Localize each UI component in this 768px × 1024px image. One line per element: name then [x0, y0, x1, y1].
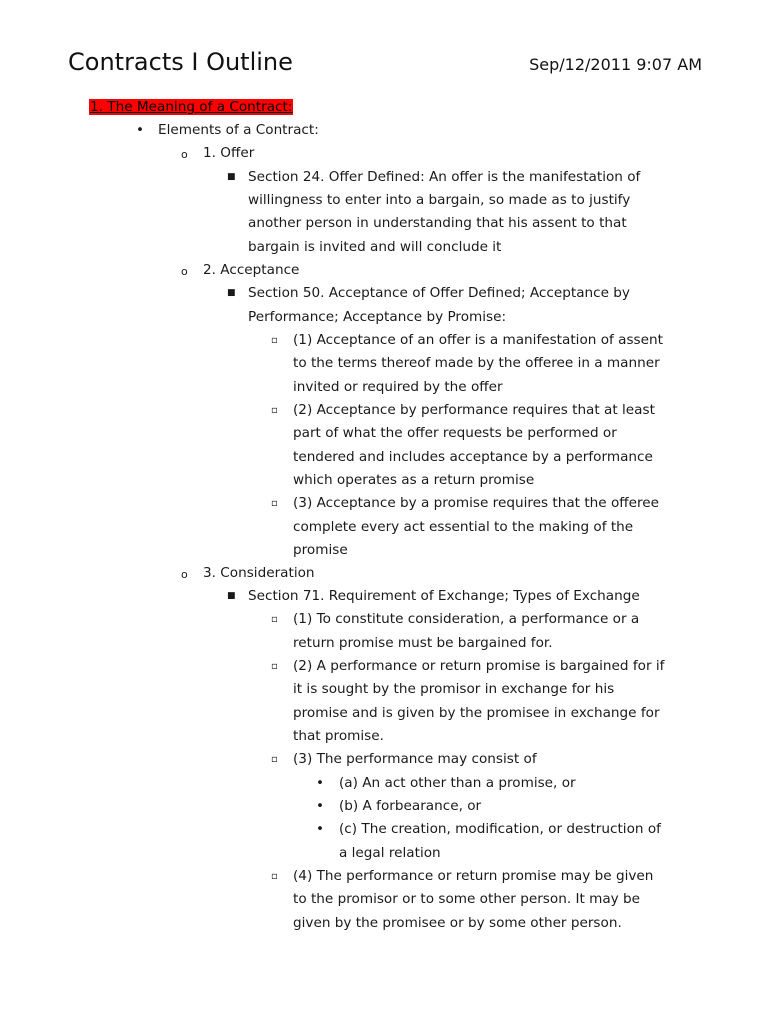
s50-p1-line: (1) Acceptance of an offer is a manifestation of assent — [293, 332, 663, 348]
s50-p1-line: invited or required by the offer — [293, 379, 503, 395]
s71-p4-line: to the promisor or to some other person. It may be — [293, 891, 641, 907]
s50-line: Section 50. Acceptance of Offer Defined; Acceptance by — [248, 285, 630, 301]
section-heading-text: 1. The Meaning of a Contract: — [90, 99, 293, 115]
s71-p2-line: (2) A performance or return promise is bargained for if — [293, 658, 665, 674]
bullet-hollow-square-icon: ▫ — [271, 498, 278, 509]
s71-p3-line: (3) The performance may consist of — [293, 751, 537, 767]
bullet-disc-icon: • — [316, 775, 325, 791]
s50-p1-line: to the terms thereof made by the offeree in a manner — [293, 355, 660, 371]
s71-p3-item: (c) The creation, modification, or destruction of — [339, 821, 661, 837]
s50-line: Performance; Acceptance by Promise: — [248, 309, 507, 325]
section-heading — [89, 96, 293, 119]
bullet-square-icon: ■ — [227, 591, 236, 601]
elements-label: Elements of a Contract: — [158, 122, 319, 138]
bullet-hollow-square-icon: ▫ — [271, 614, 278, 625]
s50-p2-line: (2) Acceptance by performance requires that at least — [293, 402, 655, 418]
document-datetime: Sep/12/2011 9:07 AM — [529, 55, 702, 74]
s24-line: bargain is invited and will conclude it — [248, 239, 502, 255]
s71-p3-item: (b) A forbearance, or — [339, 798, 482, 814]
document-header — [68, 48, 702, 80]
acceptance-label: 2. Acceptance — [203, 262, 300, 278]
s71-p2-line: promise and is given by the promisee in exchange for — [293, 705, 660, 721]
s24-line: another person in understanding that his assent to that — [248, 215, 627, 231]
bullet-disc-icon: • — [316, 821, 325, 837]
s50-p2-line: tendered and includes acceptance by a performance — [293, 449, 653, 465]
bullet-square-icon: ■ — [227, 288, 236, 298]
s71-line: Section 71. Requirement of Exchange; Types of Exchange — [248, 588, 640, 604]
bullet-circle-icon: o — [181, 265, 188, 278]
consideration-label: 3. Consideration — [203, 565, 315, 581]
bullet-hollow-square-icon: ▫ — [271, 871, 278, 882]
bullet-disc-icon: • — [136, 122, 145, 138]
s71-p2-line: it is sought by the promisor in exchange for his — [293, 681, 615, 697]
bullet-circle-icon: o — [181, 148, 188, 161]
s50-p3-line: complete every act essential to the making of the — [293, 519, 634, 535]
offer-label: 1. Offer — [203, 145, 255, 161]
bullet-square-icon: ■ — [227, 172, 236, 182]
s50-p2-line: part of what the offer requests be performed or — [293, 425, 617, 441]
bullet-hollow-square-icon: ▫ — [271, 754, 278, 765]
bullet-hollow-square-icon: ▫ — [271, 405, 278, 416]
s50-p3-line: promise — [293, 542, 348, 558]
bullet-disc-icon: • — [316, 798, 325, 814]
s71-p1-line: return promise must be bargained for. — [293, 635, 553, 651]
bullet-hollow-square-icon: ▫ — [271, 335, 278, 346]
s71-p3-item: (a) An act other than a promise, or — [339, 775, 576, 791]
bullet-hollow-square-icon: ▫ — [271, 661, 278, 672]
s24-line: Section 24. Offer Defined: An offer is the manifestation of — [248, 169, 641, 185]
s50-p3-line: (3) Acceptance by a promise requires that the offeree — [293, 495, 660, 511]
document-title: Contracts I Outline — [68, 48, 293, 76]
s71-p2-line: that promise. — [293, 728, 384, 744]
s71-p4-line: given by the promisee or by some other person. — [293, 915, 622, 931]
s71-p1-line: (1) To constitute consideration, a performance or a — [293, 611, 640, 627]
s50-p2-line: which operates as a return promise — [293, 472, 535, 488]
bullet-circle-icon: o — [181, 568, 188, 581]
s71-p4-line: (4) The performance or return promise may be given — [293, 868, 654, 884]
s24-line: willingness to enter into a bargain, so made as to justify — [248, 192, 631, 208]
s71-p3-item-continued: a legal relation — [339, 845, 441, 861]
